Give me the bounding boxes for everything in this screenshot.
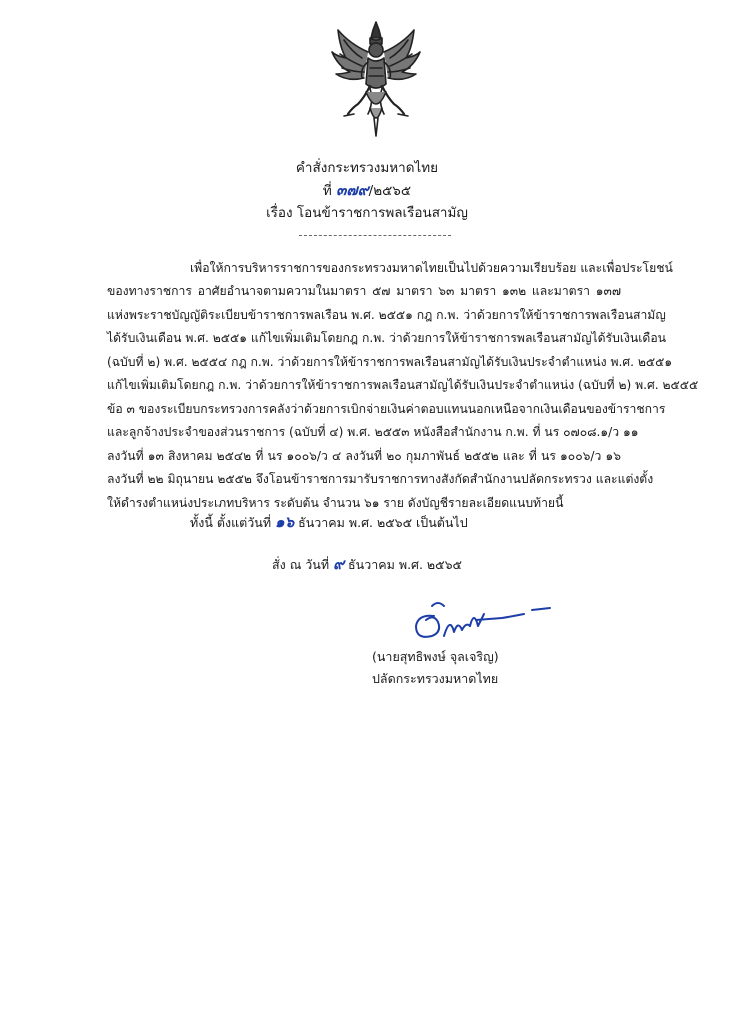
effective-day-handwritten: ๑๖ [275, 513, 295, 531]
body-line: เพื่อให้การบริหารราชการของกระทรวงมหาดไทยเป็นไปด้วยความเรียบร้อย และเพื่อประโยชน์ [190, 261, 673, 275]
ordered-prefix: สั่ง ณ วันที่ [272, 557, 334, 572]
body-line: แก้ไขเพิ่มเติมโดยกฎ ก.พ. ว่าด้วยการให้ข้าราชการพลเรือนสามัญได้รับเงินประจำตำแหน่ง (ฉบับที่ ๒) พ.ศ. ๒๕๕๕ [107, 378, 699, 392]
signatory-name: (นายสุทธิพงษ์ จุลเจริญ) [372, 649, 499, 664]
ordered-date [272, 554, 462, 575]
header-divider [299, 235, 451, 236]
effective-prefix: ทั้งนี้ ตั้งแต่วันที่ [190, 515, 276, 530]
garuda-emblem [330, 18, 422, 138]
order-number-suffix: /๒๕๖๕ [368, 183, 412, 199]
body-line: และลูกจ้างประจำของส่วนราชการ (ฉบับที่ ๔) พ.ศ. ๒๕๕๓ หนังสือสำนักงาน ก.พ. ที่ นร ๐๗๐๘.๑/ว ๑๑ [107, 425, 639, 439]
handwritten-signature [404, 596, 554, 646]
signatory-position: ปลัดกระทรวงมหาดไทย [372, 671, 499, 686]
body-line: ได้รับเงินเดือน พ.ศ. ๒๕๕๑ แก้ไขเพิ่มเติมโดยกฎ ก.พ. ว่าด้วยการให้ข้าราชการพลเรือนสามัญได้รับเงินเดือน [107, 331, 666, 345]
body-line: แห่งพระราชบัญญัติระเบียบข้าราชการพลเรือน พ.ศ. ๒๕๕๑ กฎ ก.พ. ว่าด้วยการให้ข้าราชการพลเรือนสามัญ [107, 308, 666, 322]
body-line: ลงวันที่ ๒๒ มิถุนายน ๒๕๕๒ จึงโอนข้าราชการมารับราชการทางสังกัดสำนักงานปลัดกระทรวง และแต่งตั้ง [107, 472, 654, 486]
ordered-suffix: ธันวาคม พ.ศ. ๒๕๖๕ [344, 557, 463, 572]
effective-suffix: ธันวาคม พ.ศ. ๒๕๖๕ เป็นต้นไป [294, 515, 468, 530]
order-number-prefix: ที่ [322, 183, 337, 199]
order-number-handwritten: ๓๗๙ [336, 181, 369, 199]
body-line: (ฉบับที่ ๒) พ.ศ. ๒๕๕๔ กฎ ก.พ. ว่าด้วยการให้ข้าราชการพลเรือนสามัญได้รับเงินประจำตำแหน่ง พ.ศ. ๒๕๕๑ [107, 355, 673, 369]
ordered-day-handwritten: ๙ [333, 555, 345, 573]
body-line: ลงวันที่ ๑๓ สิงหาคม ๒๕๔๒ ที่ นร ๑๐๐๖/ว ๔ ลงวันที่ ๒๐ กุมภาพันธ์ ๒๕๕๒ และ ที่ นร ๑๐๐๖/ว ๑๖ [107, 449, 621, 463]
body-line: ข้อ ๓ ของระเบียบกระทรวงการคลังว่าด้วยการเบิกจ่ายเงินค่าตอบแทนนอกเหนือจากเงินเดือนของข้าราชการ [107, 402, 666, 416]
order-title: คำสั่งกระทรวงมหาดไทย [295, 160, 439, 176]
body-line: ของทางราชการ อาศัยอำนาจตามความในมาตรา ๕๗ มาตรา ๖๓ มาตรา ๑๓๒ และมาตรา ๑๓๗ [107, 284, 621, 298]
body-line: ให้ดำรงตำแหน่งประเภทบริหาร ระดับต้น จำนวน ๖๑ ราย ดังบัญชีรายละเอียดแนบท้ายนี้ [107, 496, 564, 510]
order-number [0, 181, 734, 200]
order-subject: เรื่อง โอนข้าราชการพลเรือนสามัญ [266, 205, 468, 221]
effective-date [190, 512, 468, 533]
